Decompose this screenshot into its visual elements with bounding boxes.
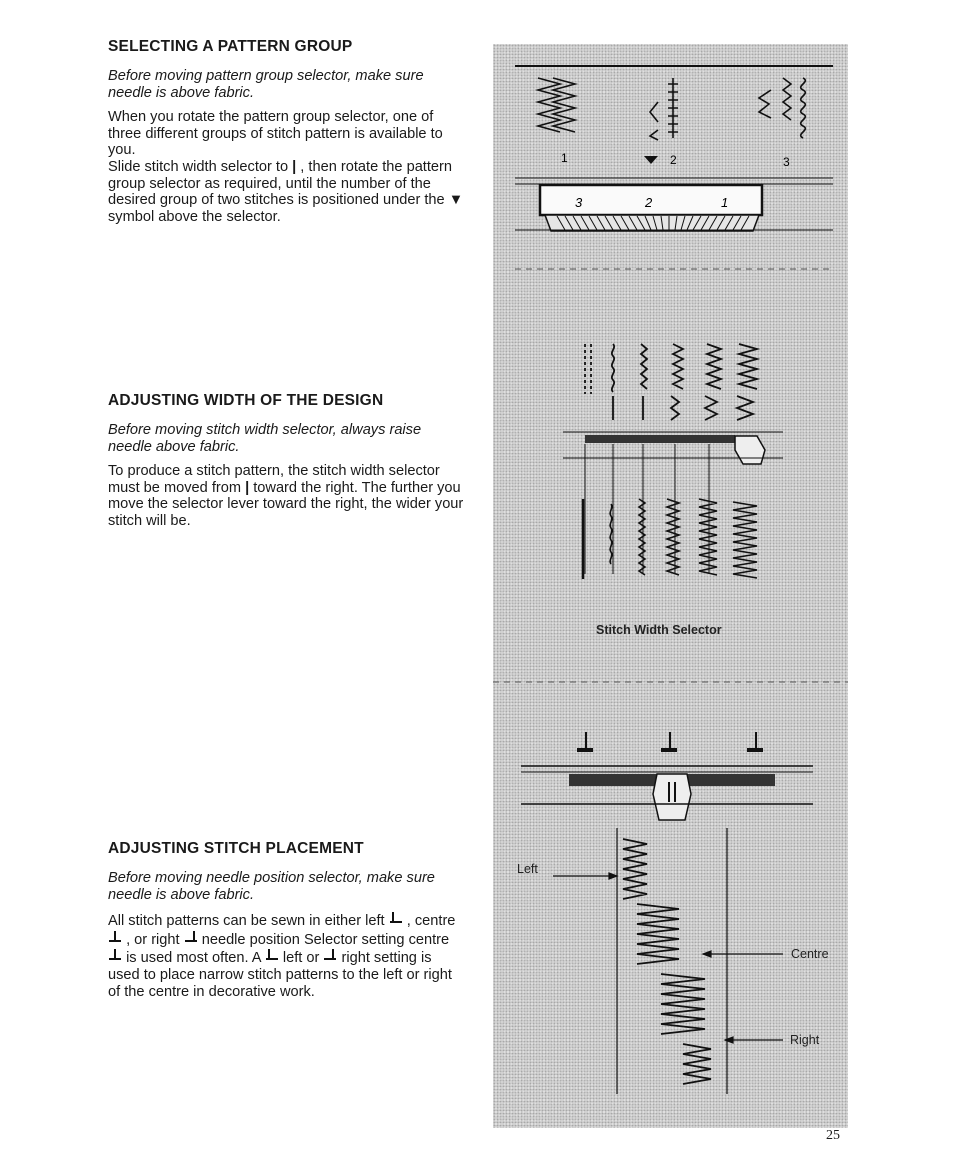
label-left: Left [517,862,538,876]
triangle-icon: ▼ [448,192,464,209]
width-patterns-bottom [583,499,757,579]
width-patterns-top [585,344,757,420]
illustration-panel [493,44,848,1128]
label-right: Right [790,1033,820,1047]
width-slider-track [585,435,735,443]
needle-position-icons [577,732,763,752]
triangle-indicator-icon [644,156,658,164]
label-centre: Centre [791,947,829,961]
page-number: 25 [826,1128,840,1143]
body-width: To produce a stitch pattern, the stitch width selector must be moved from | toward the right. The further you move the selector lever toward the right, the wider your stitch will be. [108,463,464,529]
needle-right-icon [184,930,198,944]
body-placement: All stitch patterns can be sewn in either left , centre , or right needle position Selector setting centre is used most often. A left or right setting is used to place narrow stitch patterns to the left or right of the centre in decorative work. [108,913,456,1000]
needle-left-icon [389,911,403,925]
width-slider-lever [735,436,765,464]
section-pattern-group [108,38,466,225]
caution-width: Before moving stitch width selector, always raise needle above fabric. [108,422,422,455]
width-zero-symbol: | [292,158,297,175]
needle-left-icon [265,948,279,962]
section-placement [108,840,466,1000]
body-pattern-group-2: Slide stitch width selector to | , then rotate the pattern group selector as required, until the number of the desired group of two stitches is positioned under the ▼ symbol above the selector. [108,158,464,225]
width-caption: Stitch Width Selector [596,623,722,637]
needle-right-icon [323,948,337,962]
caution-placement: Before moving needle position selector, make sure needle is above fabric. [108,870,435,903]
body-pattern-group-1: When you rotate the pattern group selector, one of three different groups of stitch pattern is available to you. [108,109,443,159]
pattern-group-stitches-icon [538,78,805,140]
position-slider-lever [653,774,691,820]
heading-width: ADJUSTING WIDTH OF THE DESIGN [108,392,384,409]
width-guide-lines [585,444,709,574]
needle-centre-icon [108,948,122,962]
caution-pattern-group: Before moving pattern group selector, make sure needle is above fabric. [108,68,424,101]
placement-zigzag [623,839,711,1084]
section-width [108,392,466,530]
dial-number-1: 1 [721,195,729,210]
dial-number-3: 3 [575,195,583,210]
top-label-2: 2 [670,153,677,167]
machine-diagram [493,44,848,1128]
top-label-1: 1 [561,151,568,165]
heading-placement: ADJUSTING STITCH PLACEMENT [108,840,364,857]
top-label-3: 3 [783,155,790,169]
width-zero-symbol: | [245,479,250,496]
heading-pattern-group: SELECTING A PATTERN GROUP [108,38,353,55]
dial-number-2: 2 [645,195,653,210]
needle-centre-icon [108,930,122,944]
